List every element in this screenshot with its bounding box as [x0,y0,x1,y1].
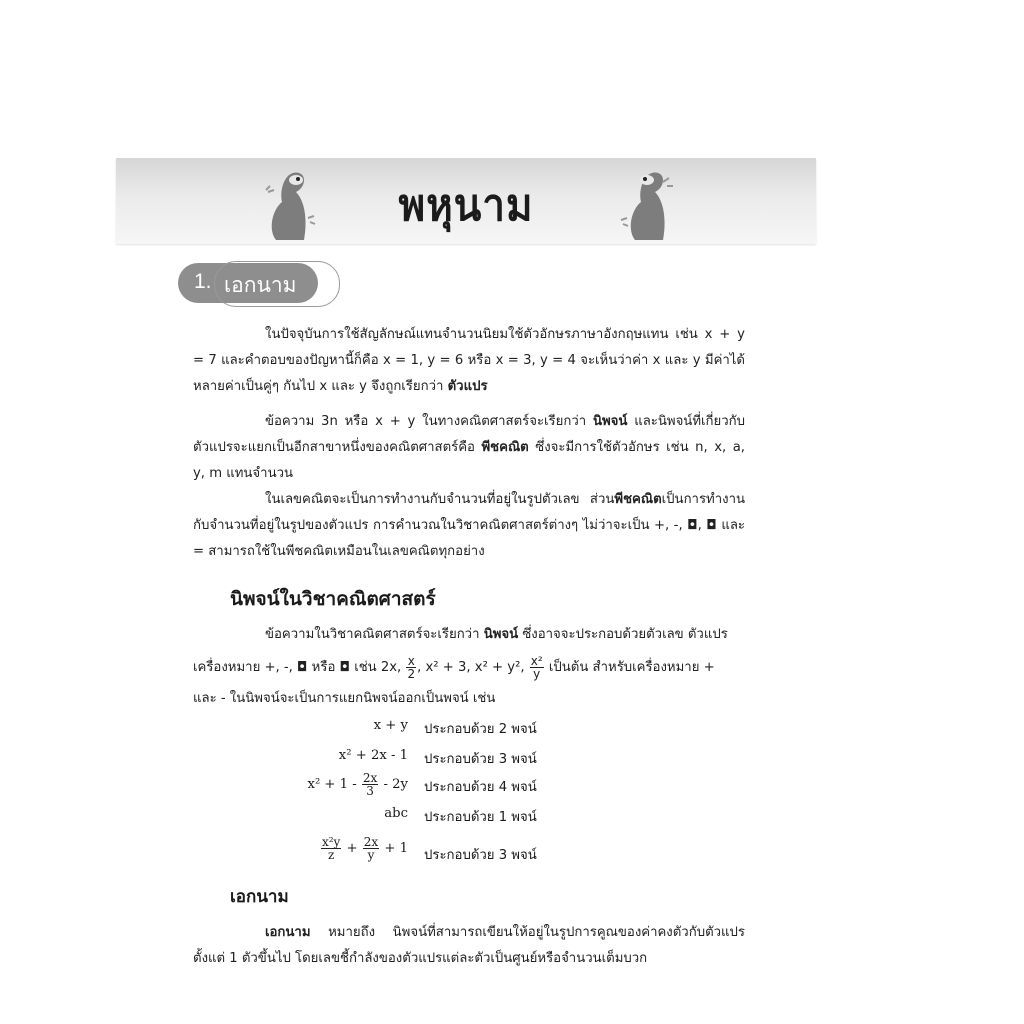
expr-part: - 2y [379,777,408,792]
p4-line2c: เป็นต้น สำหรับเครื่องหมาย + [544,660,715,675]
p4-line3: และ - ในนิพจน์จะเป็นการแยกนิพจน์ออกเป็นพจน์ เช่น [193,691,496,706]
p5-line2: ตั้งแต่ 1 ตัวขึ้นไป โดยเลขชี้กำลังของตัวแปรแต่ละตัวเป็นศูนย์หรือจำนวนเต็มบวก [193,951,648,966]
p1-term-variable: ตัวแปร [447,379,488,394]
paragraph-3 [193,487,745,565]
example-expression: abc [384,806,408,821]
example-expression [320,836,408,861]
p4-line2b: , x² + 3, x² + y², [417,660,529,675]
p4-line1c: ซึ่งอาจจะประกอบด้วยตัวเลข ตัวแปร [518,627,728,642]
fraction-2x-over-3 [362,772,378,797]
p5-line1b: หมายถึง นิพจน์ที่สามารถเขียนให้อยู่ในรูปการคูณของค่าคงตัวกับตัวแปร [310,925,745,940]
frac-num: x²y [321,835,341,849]
example-description: ประกอบด้วย 1 พจน์ [424,810,537,825]
frac-den: y [367,848,375,862]
frac-den: 2 [407,666,416,681]
example-row [260,718,580,746]
mascot-left-icon [258,160,326,244]
p2-line1a: ข้อความ 3n หรือ x + y ในทางคณิตศาสตร์จะเรียกว่า [265,414,593,429]
p2-line2c: ซึ่งจะมีการใช้ตัวอักษร เช่น n, x, a, [528,440,745,455]
frac-den: z [327,848,335,862]
p4-line2a: เครื่องหมาย +, -, ◘ หรือ ◘ เช่น 2x, [193,660,406,675]
chapter-title: พหุนาม [398,180,534,231]
p3-term-algebra: พีชคณิต [614,492,662,507]
example-row [260,835,580,872]
example-expression: x² + 2x - 1 [338,748,408,763]
example-expression: x + y [373,718,408,733]
heading-monomial: เอกนาม [230,887,289,907]
heading-expressions: นิพจน์ในวิชาคณิตศาสตร์ [230,588,436,610]
p4-line1a: ข้อความในวิชาคณิตศาสตร์จะเรียกว่า [265,627,484,642]
section-label: เอกนาม [224,274,297,297]
section-number: 1. [194,270,212,293]
p1-line3a: มีค่าได้หลายค่าเป็นคู่ๆ กันไป x และ y จึงถูกเรียกว่า [193,353,745,394]
p2-line3: y, m แทนจำนวน [193,466,294,481]
frac-den: y [533,666,541,681]
p5-term-monomial: เอกนาม [265,925,311,940]
frac-num: 2x [362,771,378,785]
frac-num: 2x [363,835,379,849]
frac-den: 3 [366,784,374,798]
paragraph-2 [193,409,745,487]
p1-line2: x + y = 7 และคำตอบของปัญหานี้ก็คือ x = 1, y = 6 หรือ x = 3, y = 4 จะเห็นว่าค่า x และ y [193,327,745,368]
mascot-right-icon [617,160,685,244]
example-description: ประกอบด้วย 2 พจน์ [424,722,537,737]
chapter-banner [116,158,816,244]
fraction-2x-over-y [363,836,379,861]
p2-line1c: และนิพจน์ที่เกี่ยวกับ [627,414,745,429]
p2-term-expression: นิพจน์ [592,414,628,429]
example-description: ประกอบด้วย 3 พจน์ [424,752,537,767]
expr-part: + [342,841,362,856]
example-description: ประกอบด้วย 3 พจน์ [424,848,537,863]
example-description: ประกอบด้วย 4 พจน์ [424,780,537,795]
example-expression [308,772,408,797]
fraction-x-over-2 [406,655,416,680]
p3-line1a: ในเลขคณิตจะเป็นการทำงานกับจำนวนที่อยู่ในรูปตัวเลข ส่วน [265,492,615,507]
p1-line1: ในปัจจุบันการใช้สัญลักษณ์แทนจำนวนนิยมใช้ตัวอักษรภาษาอังกฤษแทน เช่น [265,327,698,342]
expr-part: x² + 1 - [307,777,361,792]
paragraph-4-line2 [193,654,745,682]
p2-term-algebra: พีชคณิต [481,440,529,455]
paragraph-4-line3 [193,686,745,712]
paragraph-5 [193,920,745,972]
frac-num: x [407,653,415,668]
frac-num: x² [530,653,543,668]
paragraph-1 [193,322,745,400]
p3-line3: และ = สามารถใช้ในพีชคณิตเหมือนในเลขคณิตทุกอย่าง [193,518,745,559]
p4-term-expression: นิพจน์ [483,627,519,642]
paragraph-4 [193,622,745,648]
p2-line2a: ตัวแปรจะแยกเป็นอีกสาขาหนึ่งของคณิตศาสตร์คือ [193,440,482,455]
expr-part: + 1 [380,841,408,856]
fraction-x2y-over-z [321,836,341,861]
p3-line2: กับจำนวนที่อยู่ในรูปของตัวแปร การคำนวณในวิชาคณิตศาสตร์ต่างๆ ไม่ว่าจะเป็น +, -, ◘, ◘ [193,518,717,533]
section-header [178,263,318,303]
example-row [260,806,580,834]
fraction-x2-over-y [530,655,544,680]
p3-line1c: เป็นการทำงาน [661,492,745,507]
example-row [260,771,580,804]
